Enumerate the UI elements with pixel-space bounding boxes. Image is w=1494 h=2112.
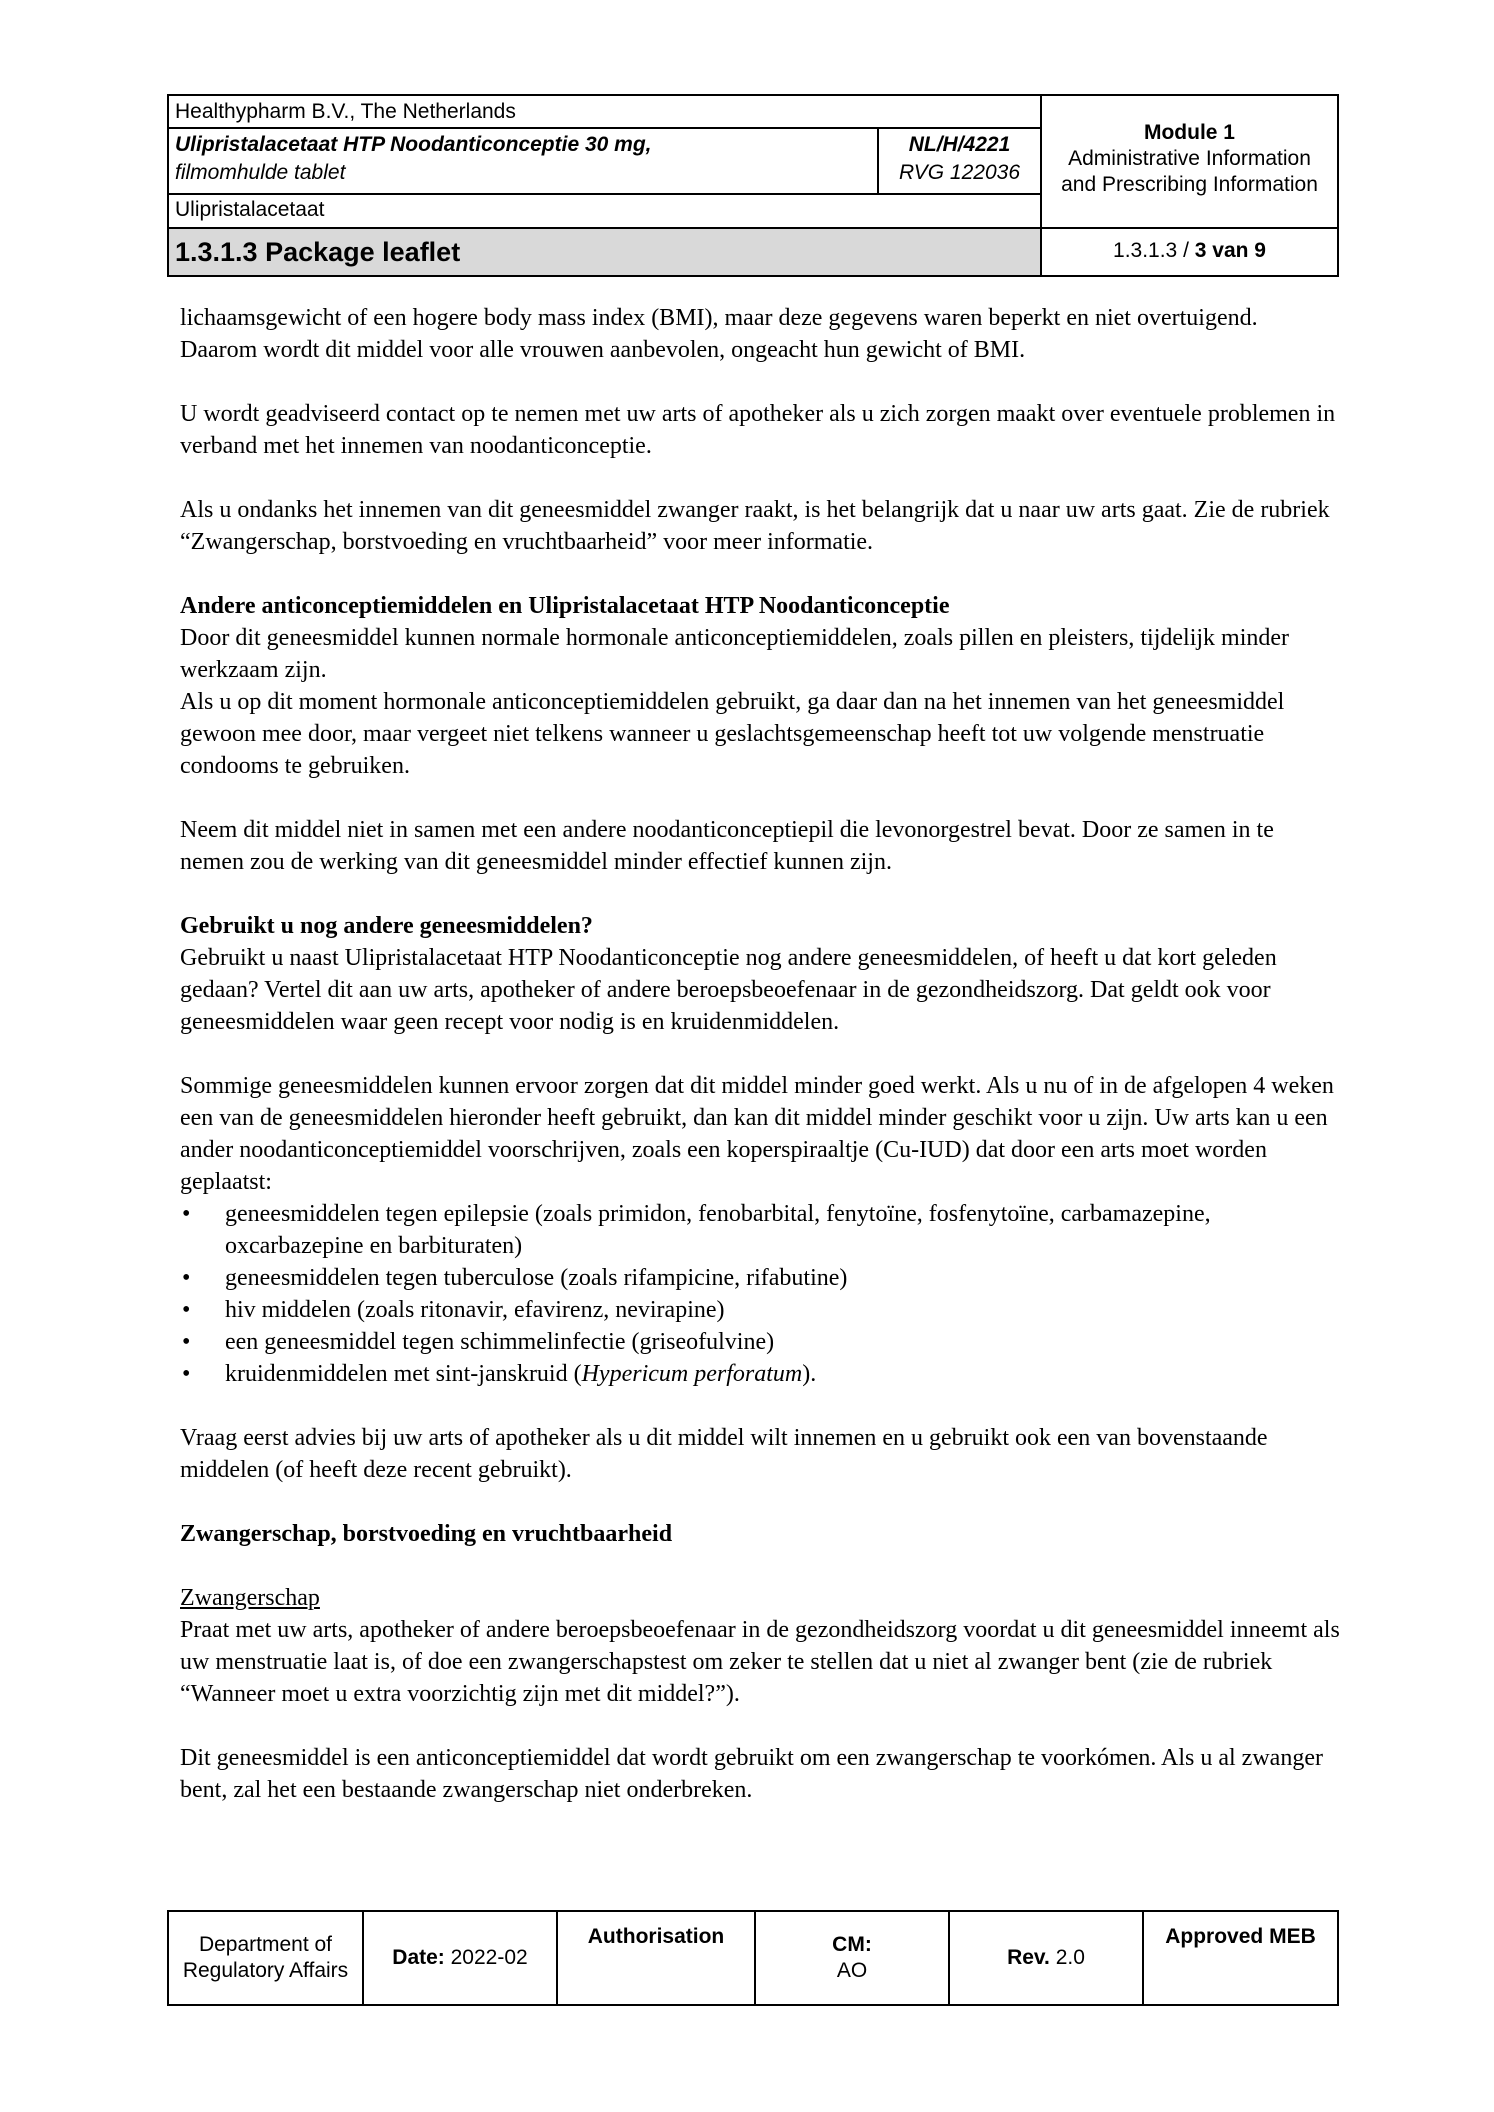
list-item: • een geneesmiddel tegen schimmelinfectie (griseofulvine) bbox=[180, 1326, 1340, 1358]
header-rule bbox=[169, 227, 1337, 229]
company-name: Healthypharm B.V., The Netherlands bbox=[175, 100, 516, 123]
page-number: 3 van 9 bbox=[1194, 239, 1266, 262]
paragraph: Dit geneesmiddel is een anticonceptiemiddel dat wordt gebruikt om een zwangerschap te voorkómen. Als u al zwanger bent, zal het een bestaande zwangerschap niet onderbreken. bbox=[180, 1745, 1323, 1803]
bullet: • bbox=[182, 1201, 191, 1227]
authorisation-label: Authorisation bbox=[587, 1925, 725, 1948]
list-item: • hiv middelen (zoals ritonavir, efavirenz, nevirapine) bbox=[180, 1294, 1340, 1326]
paragraph: Gebruikt u naast Ulipristalacetaat HTP Noodanticonceptie nog andere geneesmiddelen, of heeft u dat kort geleden gedaan? Vertel dit aan uw arts, apotheker of andere beroepsbeoefenaar in de gezondheidszorg. Dat geldt ook voor geneesmiddelen waar geen recept voor nodig is en kruidenmiddelen. bbox=[180, 945, 1277, 1035]
paragraph: Neem dit middel niet in samen met een andere noodanticonceptiepil die levonorgestrel bevat. Door ze samen in te nemen zou de werking van dit geneesmiddel minder effectief kunnen zijn. bbox=[180, 817, 1274, 875]
page-ref-prefix: 1.3.1.3 / bbox=[1113, 239, 1195, 262]
active-substance: Ulipristalacetaat bbox=[175, 198, 325, 221]
section-heading: Zwangerschap, borstvoeding en vruchtbaarheid bbox=[180, 1521, 673, 1547]
subheading: Zwangerschap bbox=[180, 1585, 320, 1611]
module-title: Module 1 bbox=[1143, 121, 1235, 144]
module-subtitle: and Prescribing Information bbox=[1061, 173, 1318, 196]
section-title: 1.3.1.3 Package leaflet bbox=[175, 237, 461, 267]
paragraph: Praat met uw arts, apotheker of andere beroepsbeoefenaar in de gezondheidszorg voordat u dit geneesmiddel inneemt als uw menstruatie laat is, of doe een zwangerschapstest om zeker te stellen dat u niet al zwanger bent (zie de rubriek “Wanneer moet u extra voorzichtig zijn met dit middel?”). bbox=[180, 1617, 1340, 1707]
department: Department of Regulatory Affairs bbox=[182, 1933, 349, 1982]
paragraph: Sommige geneesmiddelen kunnen ervoor zorgen dat dit middel minder goed werkt. Als u nu of in de afgelopen 4 weken een van de geneesmiddelen hieronder heeft gebruikt, dan kan dit middel minder geschikt voor u zijn. Uw arts kan u een ander noodanticonceptiemiddel voorschrijven, zoals een koperspiraaltje (Cu-IUD) dat door een arts moet worden geplaatst: bbox=[180, 1073, 1334, 1195]
bullet: • bbox=[182, 1297, 191, 1323]
list-item: • geneesmiddelen tegen epilepsie (zoals primidon, fenobarbital, fenytoïne, fosfenytoïne, carbamazepine, oxcarbazepine en barbituraten) bbox=[180, 1198, 1340, 1262]
paragraph: Door dit geneesmiddel kunnen normale hormonale anticonceptiemiddelen, zoals pillen en pleisters, tijdelijk minder werkzaam zijn. bbox=[180, 625, 1290, 683]
module-subtitle: Administrative Information bbox=[1068, 147, 1311, 170]
product-form: filmomhulde tablet bbox=[175, 161, 346, 184]
paragraph: Als u ondanks het innemen van dit geneesmiddel zwanger raakt, is het belangrijk dat u naar uw arts gaat. Zie de rubriek “Zwangerschap, borstvoeding en vruchtbaarheid” voor meer informatie. bbox=[180, 497, 1330, 555]
section-heading: Andere anticonceptiemiddelen en Ulipristalacetaat HTP Noodanticonceptie bbox=[180, 593, 950, 619]
bullet: • bbox=[182, 1329, 191, 1355]
revision-field: Rev. 2.0 bbox=[1007, 1946, 1085, 1969]
page-reference bbox=[1042, 238, 1337, 264]
latin-name: Hypericum perforatum bbox=[581, 1361, 803, 1387]
rvg-number: RVG 122036 bbox=[898, 161, 1021, 184]
paragraph: Als u op dit moment hormonale anticonceptiemiddelen gebruikt, ga daar dan na het innemen van het geneesmiddel gewoon mee door, maar vergeet niet telkens wanneer u geslachtsgemeenschap heeft tot uw volgende menstruatie condooms te gebruiken. bbox=[180, 689, 1285, 779]
medication-list bbox=[180, 1198, 1340, 1390]
list-item: • kruidenmiddelen met sint-janskruid (Hypericum perforatum). bbox=[180, 1358, 1340, 1390]
bullet: • bbox=[182, 1361, 191, 1387]
list-item: • geneesmiddelen tegen tuberculose (zoals rifampicine, rifabutine) bbox=[180, 1262, 1340, 1294]
cm-field: CM: AO bbox=[832, 1933, 872, 1982]
document-header bbox=[167, 94, 1339, 277]
date-field: Date: 2022-02 bbox=[392, 1946, 528, 1969]
header-rule bbox=[169, 127, 1040, 129]
paragraph: lichaamsgewicht of een hogere body mass index (BMI), maar deze gegevens waren beperkt en niet overtuigend. Daarom wordt dit middel voor alle vrouwen aanbevolen, ongeacht hun gewicht of BMI. bbox=[180, 305, 1258, 363]
paragraph: U wordt geadviseerd contact op te nemen met uw arts of apotheker als u zich zorgen maakt over eventuele problemen in verband met het innemen van noodanticonceptie. bbox=[180, 401, 1336, 459]
procedure-number: NL/H/4221 bbox=[908, 133, 1011, 156]
product-name: Ulipristalacetaat HTP Noodanticonceptie 30 mg, bbox=[175, 133, 652, 156]
header-rule bbox=[169, 193, 1040, 195]
document-footer bbox=[167, 1910, 1339, 2006]
bullet: • bbox=[182, 1265, 191, 1291]
section-heading: Gebruikt u nog andere geneesmiddelen? bbox=[180, 913, 593, 939]
leaflet-body bbox=[180, 302, 1340, 1806]
approved-label: Approved MEB bbox=[1165, 1925, 1316, 1948]
paragraph: Vraag eerst advies bij uw arts of apotheker als u dit middel wilt innemen en u gebruikt ook een van bovenstaande middelen (of heeft deze recent gebruikt). bbox=[180, 1425, 1268, 1483]
